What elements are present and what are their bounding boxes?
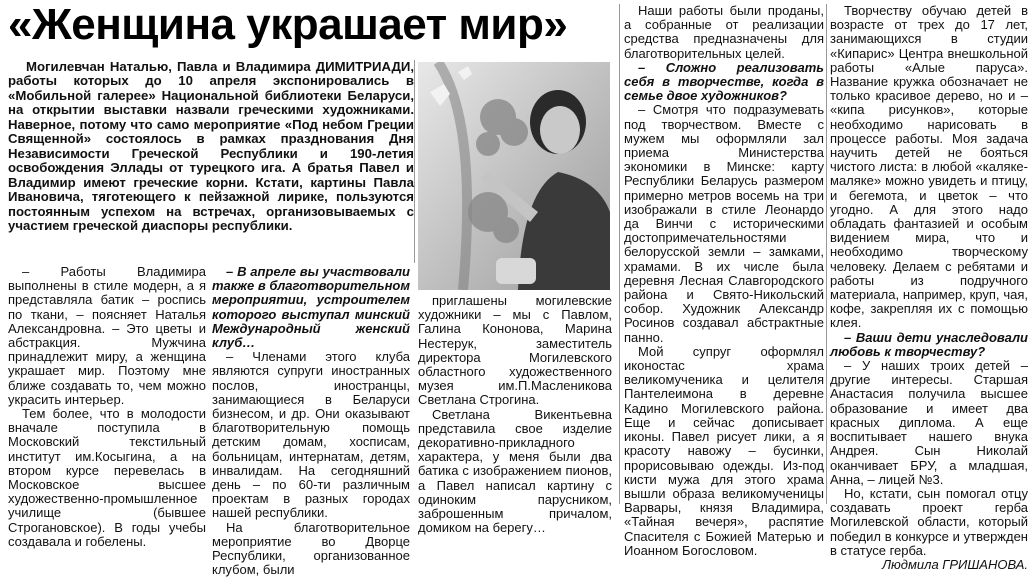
paragraph: На благотворительное мероприятие во Дворце Республики, организованное клубом, были [212, 519, 410, 577]
paragraph: – Членами этого клуба являются супруги иностранных послов, иностранцы, занимающиеся в Беларуси бизнесом, и др. Они оказывают благотворительную помощь детским домам, хосписам, больницам, интернатам, детям, инвалидам. На сегодняшний день – по 60-ти различным проектам в разных городах нашей республики. [212, 349, 410, 521]
artist-photo [418, 62, 610, 290]
text-column-2 [212, 265, 410, 577]
column-rule [826, 4, 827, 504]
paragraph: – Смотря что подразумевать под творчеством. Вместе с мужем мы оформляли зал приема Министерства экономики в Минске: карту Республики Беларусь размером примерно метров восемь на три изображали в стиле Леонардо да Винчи с историческими достопримечательностями белорусской земли – замками, храмами. В их числе была деревня Лесная Славгородского района и Свято-Никольский собор. Художник Александр Росинов создавал абстрактные панно. [624, 102, 824, 345]
column-rule [414, 60, 415, 263]
paragraph: приглашены могилевские художники – мы с Павлом, Галина Кононова, Марина Нестерук, заместитель директора Могилевского областного художественного музея им.П.Масленикова Светлана Строгина. [418, 293, 612, 408]
paragraph: Тем более, что в молодости вначале поступила в Московский текстильный институт им.Косыгина, а на втором курсе перевелась в Московское высшее художественно-промышленное училище (бывшее Строгановское). В годы учебы создавала и гобелены. [8, 406, 206, 549]
interview-question: – Ваши дети унаследовали любовь к творчеству? [830, 329, 1028, 359]
text-column-4 [624, 4, 824, 558]
author-signature: Людмила ГРИШАНОВА. [882, 556, 1028, 572]
paragraph: – У наших троих детей – другие интересы. Старшая Анастасия получила высшее образование и имеет два красных диплома. А еще воспитывает нашего внука Андрея. Сын Николай оканчивает БРУ, а младшая, Анна, – лицей №3. [830, 358, 1028, 487]
paragraph: – Работы Владимира выполнены в стиле модерн, а я представляла батик – роспись по ткани, – поясняет Наталья Александровна. – Это цветы и абстракция. Мужчина принадлежит миру, а женщина украшает мир. Поэтому мне ближе создавать то, чем можно украсить интерьер. [8, 264, 206, 407]
text-column-5 [830, 4, 1028, 572]
headline: «Женщина украшает мир» [8, 0, 568, 49]
lead-paragraph: Могилевчан Наталью, Павла и Владимира ДИМИТРИАДИ, работы которых до 10 апреля экспонировались в «Мобильной галерее» Национальной библиотеки Беларуси, на открытии выставки назвали греческими художниками. Наверное, потому что само мероприятие «Под небом Греции Священной» состоялось в рамках празднования Дня Независимости Греческой Республики и 190-летия освобождения Эллады от турецкого ига. А братья Павел и Владимир имеют греческие корни. Кстати, картины Павла Ивановича, тяготеющего к пейзажной лирике, пользуются постоянным успехом на встречах, организовываемых с участием греческой диаспоры республики. [8, 59, 414, 233]
artist-photo-image [418, 62, 610, 290]
paragraph: Творчеству обучаю детей в возрасте от трех до 17 лет, занимающихся в студии «Кипарис» Центра внешкольной работы «Алые паруса». Название кружка обозначает не только красивое дерево, но и – «кипа рисунков», которые необходимо нарисовать в процессе работы. Моя задача научить детей не бояться чистого листа: в любой «каляке-маляке» можно увидеть и птицу, и бегемота, и цветок – что угодно. А для этого надо обладать фантазией и особым видением мира, что и необходимо творческому человеку. Делаем с ребятами и работы из подручного материала, например, круп, чая, кофе, закрепляя их с помощью клея. [830, 3, 1028, 331]
paragraph: Мой супруг оформлял иконостас храма великомученика и целителя Пантелеимона в деревне Кадино Могилевского района. Еще и сейчас дописывает иконы. Павел рисует лики, а я красоту навожу – бусинки, прорисовываю одежды. Из-под кисти мужа для этого храма вышли образа великомученицы Варвары, князя Владимира, «Тайная вечеря», распятие Спасителя с Божией Матерью и Иоанном Богословом. [624, 343, 824, 558]
text-column-1 [8, 265, 206, 549]
interview-question: – Сложно реализовать себя в творчестве, когда в семье двое художников? [624, 59, 824, 104]
paragraph: Светлана Викентьевна представила свое изделие декоративно-прикладного характера, у меня были два батика с изображением пионов, а Павел написал картину с одиноким парусником, заброшенным причалом, домиком на берегу… [418, 406, 612, 536]
paragraph: Но, кстати, сын помогал отцу создавать проект герба Могилевской области, который победил в конкурсе и утвержден в статусе герба. [830, 485, 1028, 558]
text-column-3 [418, 294, 612, 535]
paragraph: Наши работы были проданы, а собранные от реализации средства предназначены для благотворительных целей. [624, 3, 824, 61]
interview-question: – В апреле вы участвовали также в благотворительном мероприятии, устроителем которого выступал минский Международный женский клуб… [212, 264, 410, 351]
column-rule [619, 4, 620, 504]
